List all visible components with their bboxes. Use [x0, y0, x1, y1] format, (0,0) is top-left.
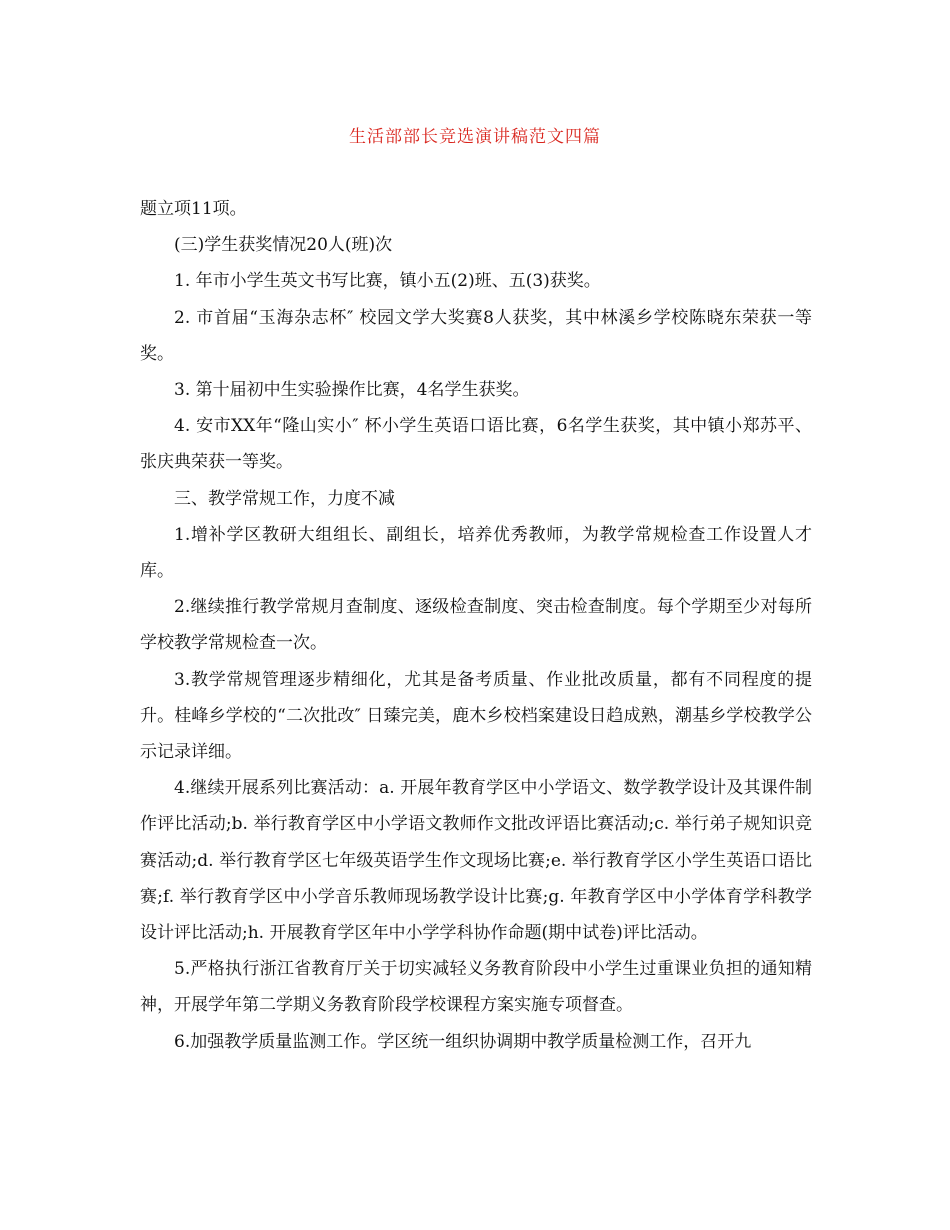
- paragraph: 6.加强教学质量监测工作。学区统一组织协调期中教学质量检测工作，召开九: [174, 1031, 752, 1052]
- paragraph: 3.教学常规管理逐步精细化，尤其是备考质量、作业批改质量，都有不同程度的提升。桂峰乡学校的“二次批改″ 日臻完美，鹿木乡校档案建设日趋成熟，潮基乡学校教学公示记录详细。: [140, 669, 812, 763]
- paragraph: 3. 第十届初中生实验操作比赛，4名学生获奖。: [174, 380, 530, 401]
- paragraph: (三)学生获奖情况20人(班)次: [174, 235, 393, 256]
- paragraph: 1.增补学区教研大组组长、副组长，培养优秀教师，为教学常规检查工作设置人才库。: [140, 524, 812, 582]
- document-title: 生活部部长竞选演讲稿范文四篇: [349, 127, 601, 147]
- paragraph: 5.严格执行浙江省教育厅关于切实减轻义务教育阶段中小学生过重课业负担的通知精神，开展学年第二学期义务教育阶段学校课程方案实施专项督查。: [140, 959, 812, 1016]
- paragraph: 题立项11项。: [140, 199, 247, 219]
- paragraph: 2.继续推行教学常规月查制度、逐级检查制度、突击检查制度。每个学期至少对每所学校教学常规检查一次。: [140, 597, 812, 654]
- paragraph: 1. 年市小学生英文书写比赛，镇小五(2)班、五(3)获奖。: [174, 271, 601, 292]
- document-body: [140, 191, 812, 1060]
- paragraph: 4.继续开展系列比赛活动：a. 开展年教育学区中小学语文、数学教学设计及其课件制作评比活动;b. 举行教育学区中小学语文教师作文批改评语比赛活动;c. 举行弟子规知识竞赛活动;d. 举行教育学区七年级英语学生作文现场比赛;e. 举行教育学区小学生英语口语比赛;f. 举行教育学区中小学音乐教师现场教学设计比赛;g. 年教育学区中小学体育学科教学设计评比活动;h. 开展教育学区年中小学学科协作命题(期中试卷)评比活动。: [140, 778, 812, 944]
- paragraph: 三、教学常规工作，力度不减: [174, 488, 395, 509]
- paragraph: 2. 市首届“玉海杂志杯″ 校园文学大奖赛8人获奖，其中林溪乡学校陈晓东荣获一等奖。: [140, 307, 812, 364]
- paragraph: 4. 安市XX年“隆山实小″ 杯小学生英语口语比赛，6名学生获奖，其中镇小郑苏平、张庆典荣获一等奖。: [140, 416, 812, 473]
